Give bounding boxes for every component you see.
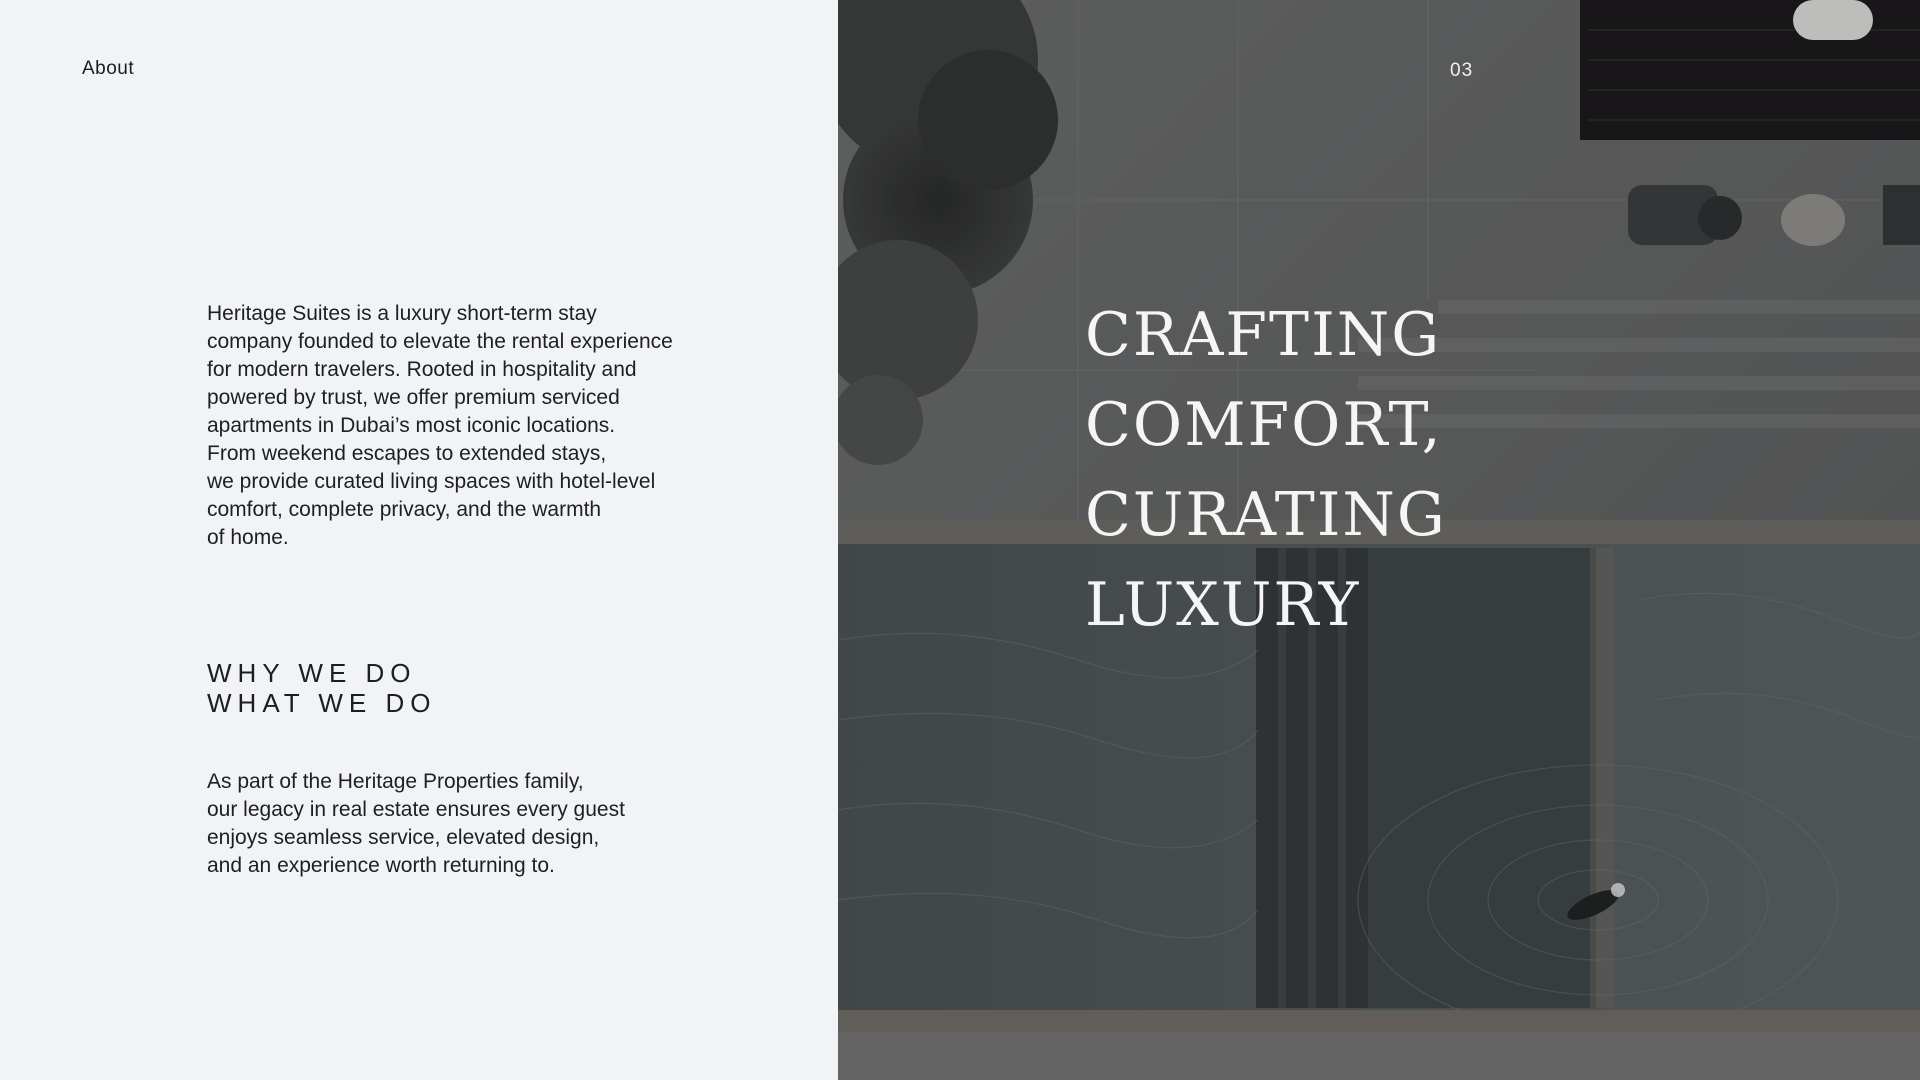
tagline-line: CURATING [1085,480,1447,550]
intro-line: company founded to elevate the rental experience [207,330,673,353]
intro-line: of home. [207,526,289,549]
intro-line: for modern travelers. Rooted in hospitality and [207,358,637,381]
page-number: 03 [1450,60,1474,81]
closing-line: As part of the Heritage Properties family, [207,770,584,793]
tagline-line: COMFORT, [1085,390,1443,460]
section-label: About [82,58,135,79]
intro-line: From weekend escapes to extended stays, [207,442,607,465]
closing-line: enjoys seamless service, elevated design, [207,826,600,849]
intro-paragraph [207,300,727,552]
about-panel [0,0,838,1080]
closing-paragraph [207,768,727,880]
intro-line: we provide curated living spaces with hotel-level [207,470,656,493]
why-we-do-heading [207,658,436,718]
hero-tagline [1085,290,1447,650]
intro-line: Heritage Suites is a luxury short-term stay [207,302,597,325]
intro-line: powered by trust, we offer premium serviced [207,386,620,409]
intro-line: apartments in Dubai’s most iconic locations. [207,414,616,437]
heading-line: WHAT WE DO [207,688,437,718]
closing-line: and an experience worth returning to. [207,854,555,877]
tagline-line: CRAFTING [1085,300,1442,370]
tagline-line: LUXURY [1085,570,1361,640]
closing-line: our legacy in real estate ensures every guest [207,798,625,821]
hero-photo-panel [838,0,1920,1080]
heading-line: WHY WE DO [207,658,417,688]
intro-line: comfort, complete privacy, and the warmth [207,498,602,521]
